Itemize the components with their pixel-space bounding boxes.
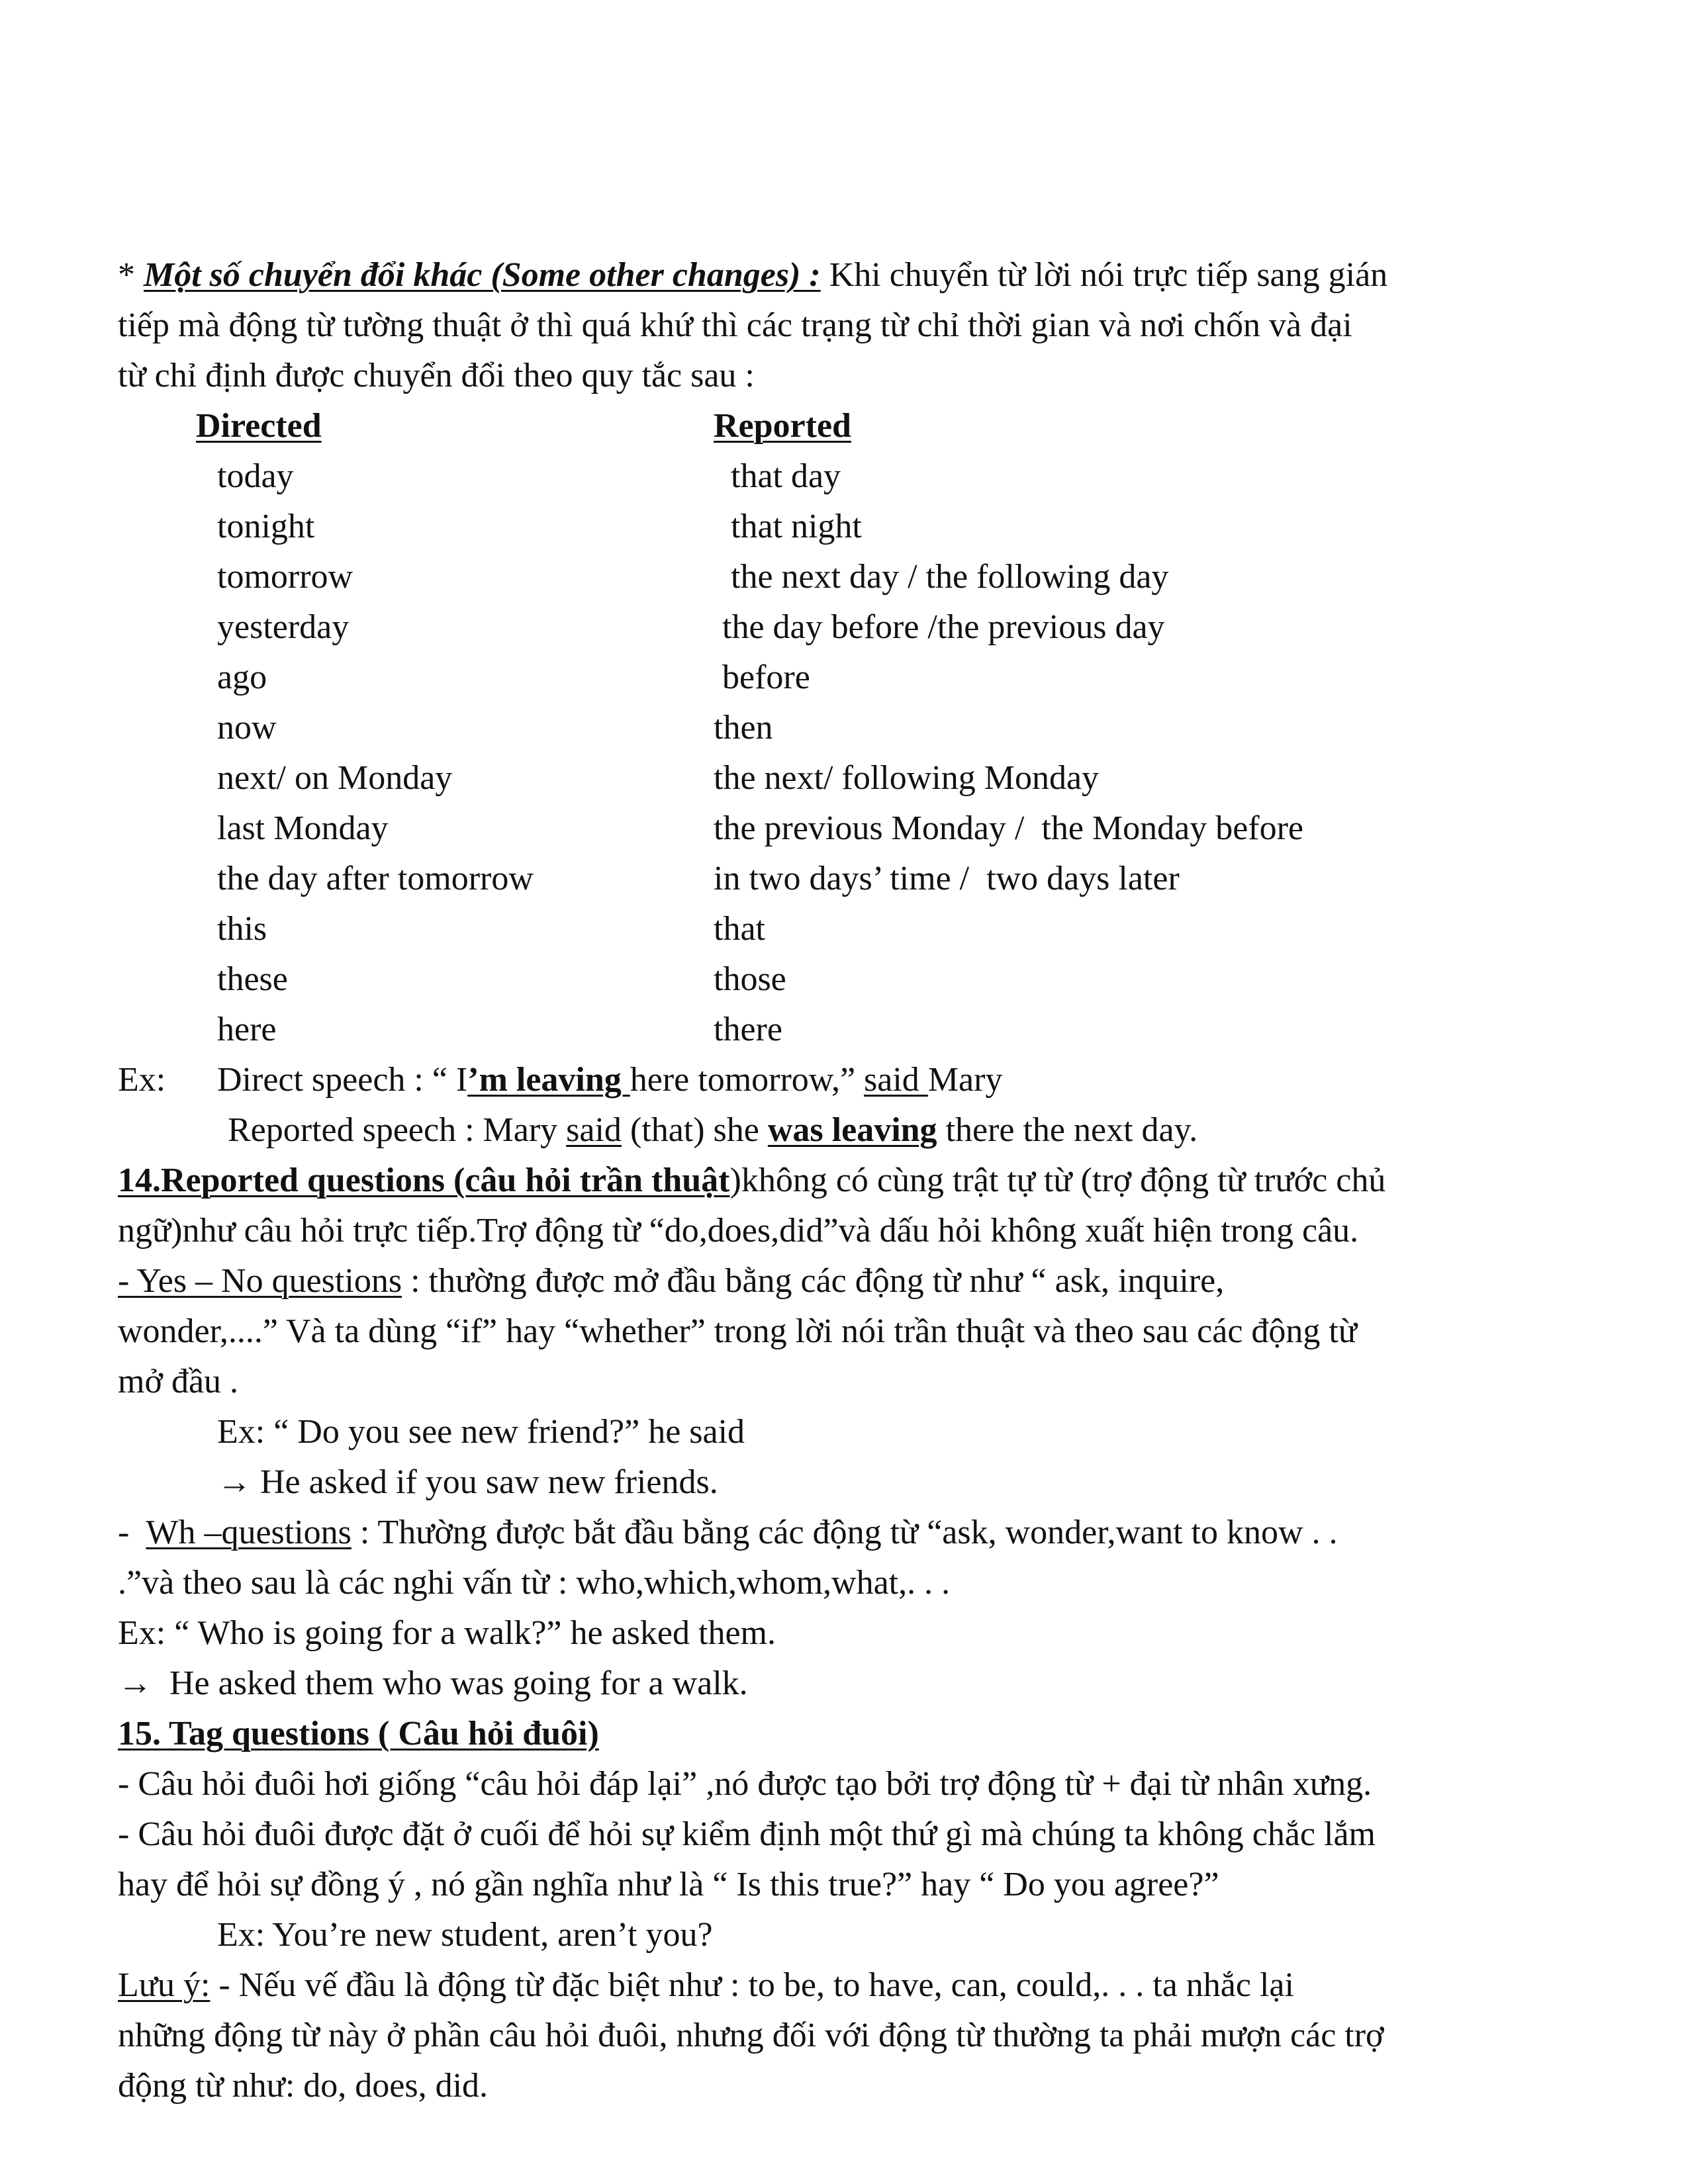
conversion-table — [118, 401, 1587, 1055]
direct-term: next/ on Monday — [217, 759, 453, 797]
section15-heading-line — [118, 1709, 1587, 1759]
section14-line-2: ngữ)như câu hỏi trực tiếp.Trợ động từ “do,does,did”và dấu hỏi không xuất hiện trong câu. — [118, 1212, 1359, 1250]
note-line-2: những động từ này ở phần câu hỏi đuôi, nhưng đối với động từ thường ta phải mượn các trợ — [118, 2017, 1384, 2054]
direct-term: the day after tomorrow — [217, 860, 534, 897]
reported-term: the previous Monday / the Monday before — [714, 809, 1304, 847]
document-page — [118, 250, 1587, 2111]
yesno-line-1 — [118, 1256, 1587, 1306]
section14-heading-line — [118, 1156, 1587, 1206]
table-row — [118, 703, 1587, 753]
table-row — [118, 904, 1587, 954]
reported-term: the next/ following Monday — [714, 759, 1100, 797]
direct-term: ago — [217, 659, 267, 696]
table-body — [118, 451, 1587, 1055]
reported-term: the next day / the following day — [714, 558, 1169, 596]
table-row — [118, 653, 1587, 703]
wh-example: Ex: “ Who is going for a walk?” he asked them. — [118, 1614, 776, 1652]
yesno-label: - Yes – No questions — [118, 1262, 402, 1300]
yesno-line-3: mở đầu . — [118, 1363, 239, 1400]
reported-end: there the next day. — [937, 1111, 1198, 1149]
direct-bold-verb: ’m leaving — [467, 1061, 630, 1099]
reported-bold-verb: was leaving — [767, 1111, 937, 1149]
note-text: - Nếu vế đầu là động từ đặc biệt như : to be, to have, can, could,. . . ta nhắc lại — [210, 1966, 1294, 2004]
intro-text: Khi chuyển từ lời nói trực tiếp sang gián — [820, 256, 1388, 294]
note-line-1 — [118, 1960, 1587, 2011]
section15-line-1: - Câu hỏi đuôi hơi giống “câu hỏi đáp lại” ,nó được tạo bởi trợ động từ + đại từ nhân xưng. — [118, 1765, 1372, 1803]
wh-line-1 — [118, 1508, 1587, 1558]
section15-line-3: hay để hỏi sự đồng ý , nó gần nghĩa như là “ Is this true?” hay “ Do you agree?” — [118, 1866, 1219, 1903]
section14-heading-rest: )không có cùng trật tự từ (trợ động từ trước chủ — [729, 1161, 1386, 1199]
table-row — [118, 854, 1587, 904]
table-row — [118, 451, 1587, 502]
section15-heading: 15. Tag questions ( Câu hỏi đuôi) — [118, 1715, 599, 1752]
section15-line-2: - Câu hỏi đuôi được đặt ở cuối để hỏi sự kiểm định một thứ gì mà chúng ta không chắc lắm — [118, 1815, 1376, 1853]
wh-label: Wh –questions — [146, 1514, 352, 1551]
table-row — [118, 803, 1587, 854]
arrow-icon: → — [118, 1664, 152, 1702]
arrow-icon: → — [217, 1463, 252, 1501]
reported-term: that day — [714, 457, 841, 495]
table-row — [118, 602, 1587, 653]
wh-prefix: - — [118, 1514, 146, 1551]
section15-example: Ex: You’re new student, aren’t you? — [217, 1916, 713, 1954]
wh-answer-text: He asked them who was going for a walk. — [152, 1664, 748, 1702]
reported-term: then — [714, 709, 773, 747]
intro-line-2: tiếp mà động từ tường thuật ở thì quá khứ thì các trạng từ chỉ thời gian và nơi chốn và đại — [118, 306, 1352, 344]
note-label: Lưu ý: — [118, 1966, 211, 2004]
table-row — [118, 552, 1587, 602]
section14-heading: 14.Reported questions (câu hỏi trần thuật — [118, 1161, 730, 1199]
direct-said: said — [864, 1061, 928, 1099]
direct-term: now — [217, 709, 277, 747]
reported-term: in two days’ time / two days later — [714, 860, 1180, 897]
reported-said: said — [566, 1111, 622, 1149]
wh-text: : Thường được bắt đầu bằng các động từ “ask, wonder,want to know . . — [351, 1514, 1338, 1551]
intro-line-3: từ chỉ định được chuyển đổi theo quy tắc sau : — [118, 357, 755, 394]
example1-reported — [118, 1105, 1587, 1156]
reported-term: that — [714, 910, 765, 948]
direct-term: today — [217, 457, 294, 495]
direct-term: this — [217, 910, 267, 948]
direct-prefix: Direct speech : “ I — [217, 1061, 468, 1099]
direct-term: last Monday — [217, 809, 389, 847]
bullet-star: * — [118, 256, 144, 294]
table-row — [118, 753, 1587, 803]
direct-term: tonight — [217, 508, 315, 545]
yesno-answer-text: He asked if you saw new friends. — [252, 1463, 718, 1501]
table-header-row — [118, 401, 1587, 451]
yesno-example-answer — [118, 1457, 1587, 1508]
yesno-line-2: wonder,....” Và ta dùng “if” hay “whether” trong lời nói trần thuật và theo sau các động từ — [118, 1312, 1358, 1350]
intro-line-1 — [118, 250, 1587, 300]
note-line-3: động từ như: do, does, did. — [118, 2067, 489, 2105]
col-header-directed: Directed — [196, 407, 322, 445]
yesno-example: Ex: “ Do you see new friend?” he said — [217, 1413, 745, 1451]
reported-term: those — [714, 960, 786, 998]
direct-term: here — [217, 1011, 277, 1048]
wh-example-answer — [118, 1659, 1587, 1709]
direct-mid: here tomorrow,” — [630, 1061, 865, 1099]
reported-prefix: Reported speech : Mary — [228, 1111, 567, 1149]
col-header-reported: Reported — [714, 407, 851, 445]
direct-end: Mary — [927, 1061, 1003, 1099]
direct-term: tomorrow — [217, 558, 353, 596]
direct-term: these — [217, 960, 288, 998]
intro-heading: Một số chuyển đổi khác (Some other changes) : — [144, 256, 821, 294]
reported-term: before — [714, 659, 810, 696]
direct-term: yesterday — [217, 608, 350, 646]
reported-mid: (that) she — [621, 1111, 768, 1149]
table-row — [118, 954, 1587, 1005]
reported-term: that night — [714, 508, 862, 545]
wh-line-2: .”và theo sau là các nghi vấn từ : who,which,whom,what,. . . — [118, 1564, 951, 1602]
example-label: Ex: — [118, 1061, 166, 1099]
example1-direct — [118, 1055, 1587, 1105]
table-row — [118, 1005, 1587, 1055]
yesno-text: : thường được mở đầu bằng các động từ như “ ask, inquire, — [402, 1262, 1225, 1300]
table-row — [118, 502, 1587, 552]
reported-term: the day before /the previous day — [714, 608, 1165, 646]
reported-term: there — [714, 1011, 782, 1048]
